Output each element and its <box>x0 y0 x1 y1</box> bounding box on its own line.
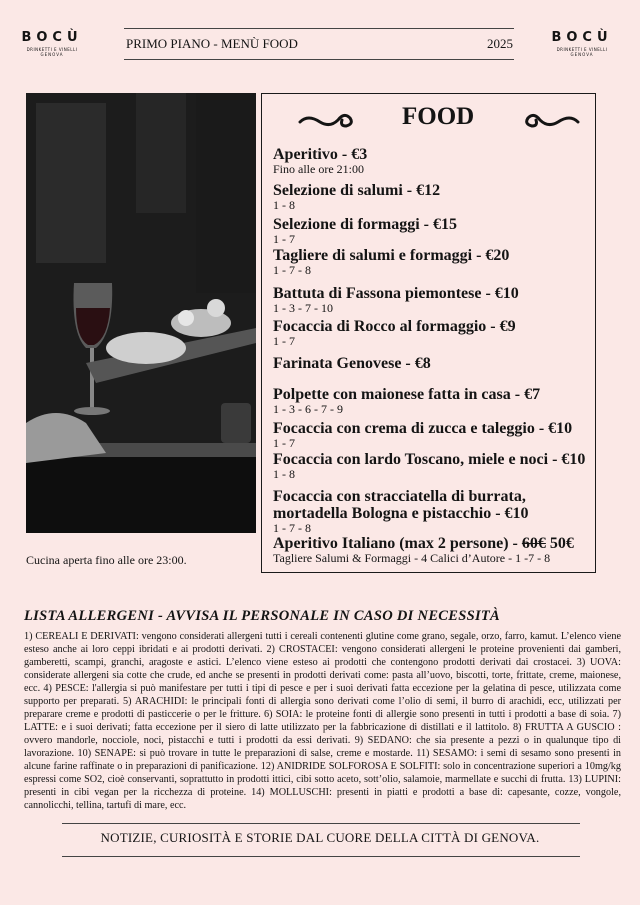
header-rule-top <box>124 28 514 29</box>
menu-item-name: Tagliere di salumi e formaggi - €20 <box>273 247 510 264</box>
kitchen-hours-note: Cucina aperta fino alle ore 23:00. <box>26 553 187 567</box>
allergen-section-title: LISTA ALLERGENI - AVVISA IL PERSONALE IN CASO DI NECESSITÀ <box>24 608 501 624</box>
menu-item <box>273 488 563 535</box>
menu-item-name: Polpette con maionese fatta in casa - €7 <box>273 386 541 403</box>
menu-item <box>273 146 595 176</box>
footer-tagline: NOTIZIE, CURIOSITÀ E STORIE DAL CUORE DELLA CITTÀ DI GENOVA. <box>100 830 540 845</box>
menu-item-allergens: 1 - 7 <box>273 232 295 246</box>
menu-item-allergens: 1 - 8 <box>273 198 295 212</box>
menu-item <box>273 247 595 277</box>
bar-photo <box>26 93 256 533</box>
special-item-line <box>273 535 595 552</box>
menu-item-allergens: 1 - 7 - 8 <box>273 263 311 277</box>
header-year: 2025 <box>487 36 513 51</box>
brand-name: BOCÙ <box>551 30 613 45</box>
menu-item <box>273 355 595 372</box>
bar-photo-illustration <box>26 93 256 533</box>
menu-item <box>273 386 595 416</box>
brand-city: GENOVA <box>40 52 64 57</box>
brand-name: BOCÙ <box>21 30 83 45</box>
menu-item-name: Selezione di formaggi - €15 <box>273 216 457 233</box>
menu-item <box>273 182 595 212</box>
menu-item-name: Focaccia di Rocco al formaggio - €9 <box>273 318 516 335</box>
left-swirl-ornament <box>298 108 360 130</box>
brand-subtitle: DRINKETTI E VINELLI <box>26 47 78 52</box>
menu-item-name: Focaccia con crema di zucca e taleggio - €10 <box>273 420 573 437</box>
footer-rule-bottom <box>62 856 580 857</box>
menu-item-name: Farinata Genovese - €8 <box>273 355 431 372</box>
menu-item-name: Focaccia con lardo Toscano, miele e noci - €10 <box>273 451 586 468</box>
menu-item-allergens: 1 - 3 - 6 - 7 - 9 <box>273 402 343 416</box>
menu-item-note: Fino alle ore 21:00 <box>273 162 364 176</box>
menu-item-allergens: 1 - 7 <box>273 436 295 450</box>
menu-item-name: Selezione di salumi - €12 <box>273 182 441 199</box>
menu-item-special <box>273 535 595 565</box>
special-item-name: Aperitivo Italiano (max 2 persone) - <box>273 535 518 552</box>
menu-item-name: Focaccia con stracciatella di burrata, mortadella Bologna e pistacchio - €10 <box>273 488 529 522</box>
menu-item-name: Battuta di Fassona piemontese - €10 <box>273 285 519 302</box>
brand-logo-left <box>12 30 92 57</box>
menu-item-allergens: 1 - 7 <box>273 334 295 348</box>
menu-item <box>273 216 595 246</box>
menu-item-name: Aperitivo - €3 <box>273 146 368 163</box>
menu-item <box>273 451 595 481</box>
footer-rule-top <box>62 823 580 824</box>
menu-item-allergens: 1 - 8 <box>273 467 295 481</box>
special-new-price: 50€ <box>549 535 574 552</box>
special-old-price: 60€ <box>521 535 546 552</box>
menu-item <box>273 420 595 450</box>
special-item-note: Tagliere Salumi & Formaggi - 4 Calici d’Autore - 1 -7 - 8 <box>273 551 551 565</box>
menu-item-allergens: 1 - 7 - 8 <box>273 521 311 535</box>
right-swirl-ornament <box>518 108 580 130</box>
brand-city: GENOVA <box>570 52 594 57</box>
menu-item <box>273 285 595 315</box>
menu-item <box>273 318 595 348</box>
brand-subtitle: DRINKETTI E VINELLI <box>556 47 608 52</box>
header-title: PRIMO PIANO - MENÙ FOOD <box>126 36 298 51</box>
allergen-list-text: 1) CEREALI E DERIVATI: vengono considerati allergeni tutti i cereali contenenti glutine come grano, segale, orzo, farro, kamut. L’elenco viene esteso anche ai loro ceppi ibridati e ai prodotti derivati. 2) CROSTACEI: vengono considerati allergeni le proteine provenienti dai gamberi, gamberetti, scampi, granchi, aragoste e astici. L’elenco viene esteso ai prodotti che contengono prodotti derivati dai crostacei. 3) UOVA: considerate allergeni sia cotte che crude, ed anche se presenti in prodotti derivati come: pasta all’uovo, biscotti, torte, frittate, creme, maionese, ecc. 4) PESCE: l'allergia si può manifestare per tutti i tipi di pesce e per i suoi derivati fatta eccezione per la gelatina di pesce, utilizzata come supporto per preparati. 5) ARACHIDI: le principali fonti di allergia sono derivati come l’olio di semi, il burro di arachidi, ecc, utilizzati per preparare creme e prodotti di pasticcerie o per le fritture. 6) SOIA: le proteine fonti di allergie sono presenti in tutti i prodotti a base di soia. 7) LATTE: e i suoi derivati; fatta eccezione per il siero di latte utilizzato per la fabbricazione di distillati e il lattitolo. 8) FRUTTA A GUSCIO : ovvero mandorle, nocciole, noci, pistacchi e tutti i prodotti da essi derivati. 9) SEDANO: che sia presente a pezzi o in qualunque tipo di lavorazione. 10) SENAPE: si può trovare in tutte le preparazioni di salse, creme e mostarde. 11) SESAMO: i semi di sesamo sono presenti in alcune farine raffinate o in preparazioni di panificazione. 12) ANIDRIDE SOLFOROSA E SOLFITI: solo in concentrazione superiori a 10mg/kg espressi come SO2, cioè conservanti, soprattutto in prodotti ittici, cibi sotto aceto, sott’olio, salamoie, marmellate e succhi di frutta. 13) LUPINI: presenti in cibi vegan per la ricchezza di proteine. 14) MOLLUSCHI: presenti in piatti e prodotti a base di: capesante, cozze, vongole, cannolicchi, tellina, tartufi di mare, ecc. <box>24 631 621 811</box>
brand-logo-right <box>542 30 622 57</box>
food-section-title: FOOD <box>402 103 475 130</box>
header-rule-bottom <box>124 59 514 60</box>
menu-item-allergens: 1 - 3 - 7 - 10 <box>273 301 333 315</box>
